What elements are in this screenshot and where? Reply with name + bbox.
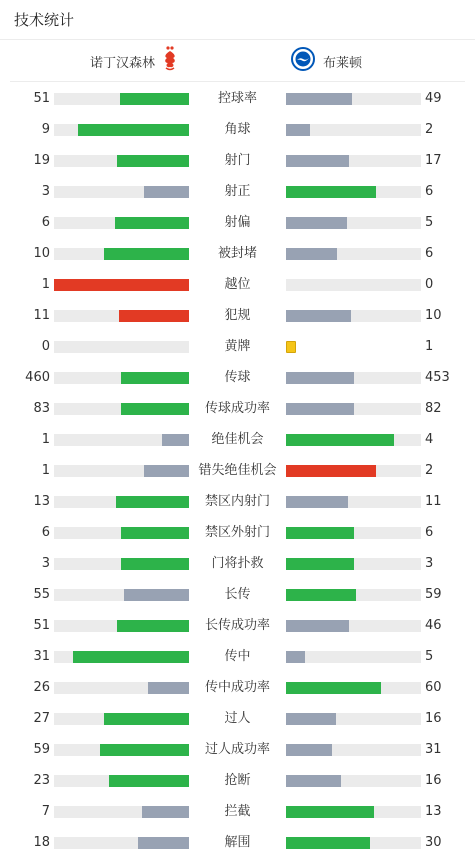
away-bar xyxy=(286,403,354,415)
away-bar xyxy=(286,744,332,756)
stat-label: 传中 xyxy=(224,649,251,664)
home-bar xyxy=(121,403,189,415)
home-bar-track xyxy=(54,651,189,663)
home-value: 51 xyxy=(33,618,50,633)
home-value: 1 xyxy=(41,277,50,292)
home-bar xyxy=(54,279,189,291)
away-bar-track xyxy=(286,248,421,260)
away-team-name: 布莱顿 xyxy=(323,55,363,71)
home-bar-track xyxy=(54,744,189,756)
away-value: 453 xyxy=(425,370,450,385)
away-bar-track xyxy=(286,93,421,105)
home-bar xyxy=(119,310,189,322)
home-bar xyxy=(142,806,189,818)
away-value: 82 xyxy=(425,401,442,416)
home-value: 51 xyxy=(33,91,50,106)
away-value: 5 xyxy=(425,649,434,664)
away-bar xyxy=(286,124,310,136)
stat-row xyxy=(0,213,475,233)
nottingham-forest-crest-icon xyxy=(163,46,177,76)
away-bar-track xyxy=(286,310,421,322)
stat-label: 越位 xyxy=(224,277,251,292)
away-bar-track xyxy=(286,155,421,167)
stat-row xyxy=(0,833,475,853)
home-value: 6 xyxy=(41,215,50,230)
brighton-crest-icon xyxy=(291,47,315,75)
away-bar xyxy=(286,186,376,198)
away-value: 2 xyxy=(425,122,434,137)
home-bar-track xyxy=(54,775,189,787)
away-bar xyxy=(286,589,356,601)
away-value: 6 xyxy=(425,184,434,199)
stat-label: 错失绝佳机会 xyxy=(198,463,277,478)
away-value: 16 xyxy=(425,773,442,788)
home-bar-track xyxy=(54,124,189,136)
home-bar-track xyxy=(54,403,189,415)
home-bar xyxy=(73,651,189,663)
away-bar-track xyxy=(286,124,421,136)
home-bar xyxy=(121,372,189,384)
home-bar xyxy=(124,589,189,601)
away-bar-track xyxy=(286,279,421,291)
away-value: 6 xyxy=(425,525,434,540)
home-bar-track xyxy=(54,341,189,353)
away-bar xyxy=(286,248,337,260)
away-bar xyxy=(286,465,376,477)
stat-row xyxy=(0,771,475,791)
stat-row xyxy=(0,492,475,512)
home-value: 7 xyxy=(41,804,50,819)
home-bar xyxy=(104,248,189,260)
away-value: 3 xyxy=(425,556,434,571)
stat-row xyxy=(0,399,475,419)
home-bar-track xyxy=(54,217,189,229)
stat-row xyxy=(0,182,475,202)
home-bar-track xyxy=(54,589,189,601)
home-value: 19 xyxy=(33,153,50,168)
home-bar-track xyxy=(54,155,189,167)
home-value: 460 xyxy=(25,370,50,385)
away-value: 16 xyxy=(425,711,442,726)
stat-label: 长传成功率 xyxy=(204,618,270,633)
home-bar xyxy=(109,775,189,787)
away-value: 10 xyxy=(425,308,442,323)
away-bar-track xyxy=(286,651,421,663)
stat-label: 过人 xyxy=(224,711,251,726)
stat-label: 犯规 xyxy=(224,308,251,323)
away-bar-track xyxy=(286,434,421,446)
stat-row xyxy=(0,802,475,822)
away-bar xyxy=(286,837,370,849)
teams-header xyxy=(10,40,465,82)
home-value: 83 xyxy=(33,401,50,416)
title-bar xyxy=(0,0,475,40)
away-value: 2 xyxy=(425,463,434,478)
away-bar xyxy=(286,496,348,508)
stat-row xyxy=(0,120,475,140)
stat-label: 长传 xyxy=(224,587,251,602)
away-value: 6 xyxy=(425,246,434,261)
home-value: 59 xyxy=(33,742,50,757)
home-bar-track xyxy=(54,279,189,291)
away-value: 59 xyxy=(425,587,442,602)
stat-label: 射正 xyxy=(224,184,251,199)
home-bar-track xyxy=(54,310,189,322)
stat-label: 传中成功率 xyxy=(204,680,270,695)
home-bar xyxy=(148,682,189,694)
away-bar-track xyxy=(286,589,421,601)
stat-row xyxy=(0,275,475,295)
stat-row xyxy=(0,461,475,481)
stat-row xyxy=(0,554,475,574)
stat-label: 拦截 xyxy=(224,804,251,819)
home-bar xyxy=(120,93,189,105)
stat-label: 解围 xyxy=(224,835,251,850)
away-bar-track xyxy=(286,217,421,229)
away-value: 5 xyxy=(425,215,434,230)
home-bar xyxy=(121,558,189,570)
stat-label: 抢断 xyxy=(224,773,251,788)
away-bar xyxy=(286,527,354,539)
away-bar-track xyxy=(286,837,421,849)
away-bar-track xyxy=(286,527,421,539)
stat-label: 黄牌 xyxy=(224,339,251,354)
home-bar xyxy=(104,713,189,725)
home-value: 0 xyxy=(41,339,50,354)
away-bar xyxy=(286,713,336,725)
away-bar xyxy=(286,775,341,787)
stat-row xyxy=(0,151,475,171)
stat-label: 角球 xyxy=(224,122,251,137)
home-bar xyxy=(116,496,189,508)
stat-label: 门将扑救 xyxy=(211,556,264,571)
away-bar xyxy=(286,310,351,322)
away-value: 11 xyxy=(425,494,442,509)
away-bar-track xyxy=(286,372,421,384)
home-value: 55 xyxy=(33,587,50,602)
away-bar-track xyxy=(286,186,421,198)
stat-label: 传球 xyxy=(224,370,251,385)
home-value: 3 xyxy=(41,556,50,571)
home-value: 18 xyxy=(33,835,50,850)
away-bar-track xyxy=(286,465,421,477)
home-bar xyxy=(100,744,189,756)
away-value: 31 xyxy=(425,742,442,757)
away-bar-track xyxy=(286,744,421,756)
home-value: 10 xyxy=(33,246,50,261)
home-value: 26 xyxy=(33,680,50,695)
home-bar-track xyxy=(54,248,189,260)
home-bar xyxy=(162,434,189,446)
stat-row xyxy=(0,647,475,667)
away-bar-track xyxy=(286,496,421,508)
home-bar-track xyxy=(54,620,189,632)
stat-label: 绝佳机会 xyxy=(211,432,264,447)
stat-label: 被封堵 xyxy=(217,246,257,261)
home-bar xyxy=(144,465,189,477)
home-value: 13 xyxy=(33,494,50,509)
away-bar xyxy=(286,434,394,446)
stat-row xyxy=(0,523,475,543)
home-value: 6 xyxy=(41,525,50,540)
home-bar-track xyxy=(54,496,189,508)
stat-row xyxy=(0,368,475,388)
stat-label: 禁区外射门 xyxy=(204,525,270,540)
home-bar xyxy=(117,620,189,632)
away-bar-track xyxy=(286,403,421,415)
stat-label: 控球率 xyxy=(217,91,257,106)
away-bar xyxy=(286,155,349,167)
away-value: 4 xyxy=(425,432,434,447)
stat-row xyxy=(0,678,475,698)
home-value: 3 xyxy=(41,184,50,199)
home-bar xyxy=(78,124,189,136)
home-value: 31 xyxy=(33,649,50,664)
stat-row xyxy=(0,585,475,605)
stat-label: 过人成功率 xyxy=(204,742,270,757)
yellow-card-icon xyxy=(286,341,296,353)
home-value: 9 xyxy=(41,122,50,137)
home-bar-track xyxy=(54,465,189,477)
away-bar-track xyxy=(286,713,421,725)
home-team[interactable] xyxy=(90,40,177,82)
home-bar-track xyxy=(54,806,189,818)
home-bar-track xyxy=(54,837,189,849)
home-bar-track xyxy=(54,93,189,105)
away-bar-track xyxy=(286,806,421,818)
home-bar-track xyxy=(54,527,189,539)
home-value: 1 xyxy=(41,432,50,447)
stat-row xyxy=(0,337,475,357)
away-bar xyxy=(286,558,354,570)
stat-row xyxy=(0,89,475,109)
away-bar-track xyxy=(286,775,421,787)
stat-label: 传球成功率 xyxy=(204,401,270,416)
home-value: 1 xyxy=(41,463,50,478)
away-value: 1 xyxy=(425,339,434,354)
page-title: 技术统计 xyxy=(14,11,75,29)
away-bar xyxy=(286,217,347,229)
stat-label: 射门 xyxy=(224,153,251,168)
home-value: 23 xyxy=(33,773,50,788)
away-bar-track xyxy=(286,682,421,694)
stat-row xyxy=(0,430,475,450)
home-bar xyxy=(117,155,189,167)
home-value: 11 xyxy=(33,308,50,323)
home-bar-track xyxy=(54,372,189,384)
away-bar-track xyxy=(286,558,421,570)
away-bar xyxy=(286,372,354,384)
home-bar xyxy=(138,837,189,849)
away-value: 46 xyxy=(425,618,442,633)
home-bar xyxy=(115,217,189,229)
home-bar-track xyxy=(54,434,189,446)
home-bar xyxy=(144,186,189,198)
home-bar xyxy=(121,527,189,539)
stat-row xyxy=(0,244,475,264)
home-bar-track xyxy=(54,682,189,694)
home-bar-track xyxy=(54,558,189,570)
away-value: 17 xyxy=(425,153,442,168)
away-value: 30 xyxy=(425,835,442,850)
away-team[interactable] xyxy=(291,40,362,82)
away-bar xyxy=(286,620,349,632)
home-value: 27 xyxy=(33,711,50,726)
away-value: 49 xyxy=(425,91,442,106)
away-bar xyxy=(286,682,381,694)
away-bar xyxy=(286,651,305,663)
home-bar-track xyxy=(54,186,189,198)
away-bar-track xyxy=(286,620,421,632)
stat-row xyxy=(0,616,475,636)
away-bar xyxy=(286,93,352,105)
stat-label: 射偏 xyxy=(224,215,251,230)
away-value: 13 xyxy=(425,804,442,819)
stat-row xyxy=(0,709,475,729)
home-bar-track xyxy=(54,713,189,725)
stat-row xyxy=(0,306,475,326)
stat-row xyxy=(0,740,475,760)
away-bar xyxy=(286,806,374,818)
away-value: 60 xyxy=(425,680,442,695)
home-team-name: 诺丁汉森林 xyxy=(89,55,155,71)
stat-label: 禁区内射门 xyxy=(204,494,270,509)
away-value: 0 xyxy=(425,277,434,292)
